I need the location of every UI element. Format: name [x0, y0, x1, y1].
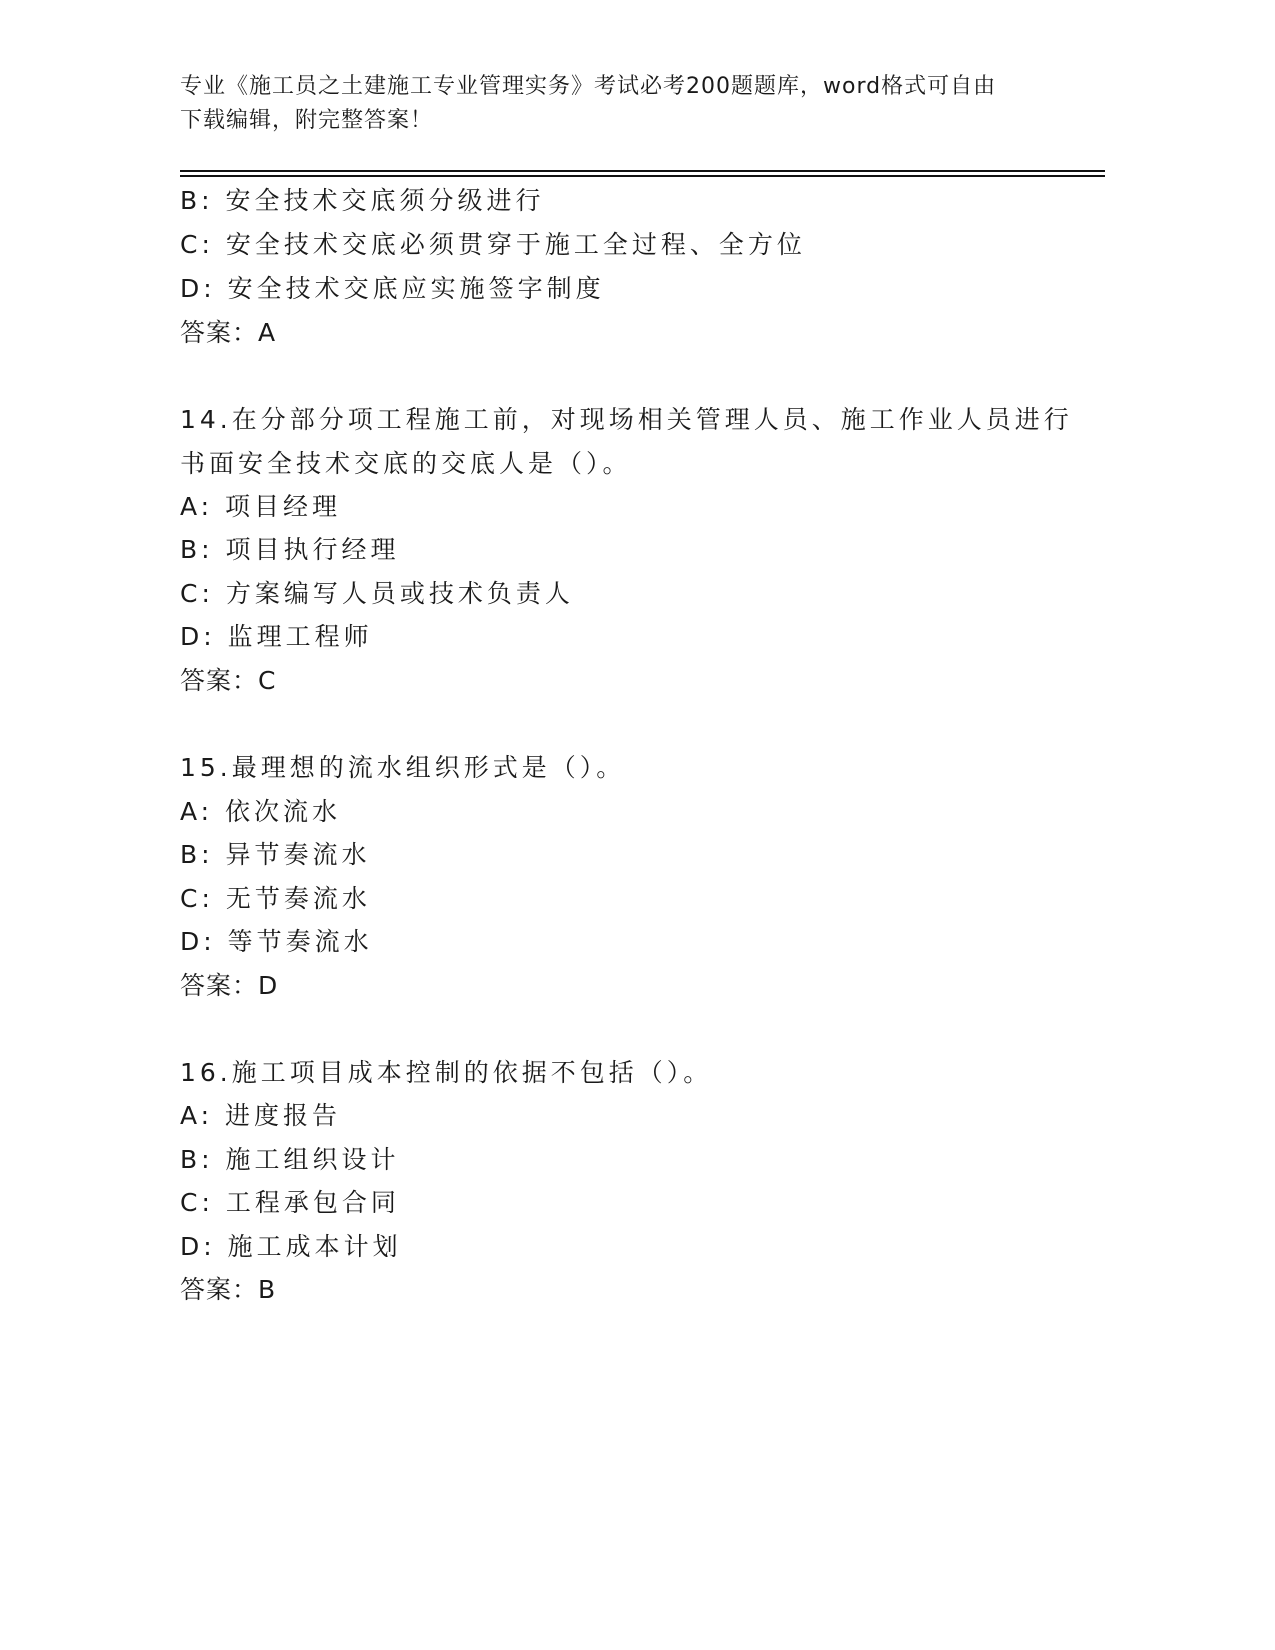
q14-option-a: A: 项目经理 [180, 492, 342, 521]
document-header [180, 70, 1060, 138]
q15-option-a: A: 依次流水 [180, 797, 342, 826]
q14-stem-line-2: 书面安全技术交底的交底人是（）。 [180, 449, 632, 478]
header-line-2: 下载编辑，附完整答案！ [180, 108, 434, 133]
q15-option-b: B: 异节奏流水 [180, 840, 371, 869]
q15-option-c: C: 无节奏流水 [180, 884, 371, 913]
q13-answer: 答案：A [180, 318, 277, 347]
q13-option-b: B: 安全技术交底须分级进行 [180, 186, 545, 215]
header-divider-bottom [180, 175, 1105, 177]
q14-stem-line-1: 14.在分部分项工程施工前，对现场相关管理人员、施工作业人员进行 [180, 405, 1073, 434]
q16-option-a: A: 进度报告 [180, 1101, 342, 1130]
q14-answer: 答案：C [180, 666, 277, 695]
q16-option-b: B: 施工组织设计 [180, 1145, 400, 1174]
q14-option-d: D: 监理工程师 [180, 622, 373, 651]
header-line-1: 专业《施工员之土建施工专业管理实务》考试必考200题题库，word格式可自由 [180, 74, 997, 99]
header-divider-top [180, 170, 1105, 172]
q13-option-d: D: 安全技术交底应实施签字制度 [180, 274, 605, 303]
q15-stem: 15.最理想的流水组织形式是（）。 [180, 753, 626, 782]
q16-option-c: C: 工程承包合同 [180, 1188, 400, 1217]
q15-answer: 答案：D [180, 971, 279, 1000]
q14-option-b: B: 项目执行经理 [180, 535, 400, 564]
q16-answer: 答案：B [180, 1275, 277, 1304]
q16-stem: 16.施工项目成本控制的依据不包括（）。 [180, 1058, 713, 1087]
q16-option-d: D: 施工成本计划 [180, 1232, 402, 1261]
q15-option-d: D: 等节奏流水 [180, 927, 373, 956]
q13-option-c: C: 安全技术交底必须贯穿于施工全过程、全方位 [180, 230, 806, 259]
q14-option-c: C: 方案编写人员或技术负责人 [180, 579, 574, 608]
